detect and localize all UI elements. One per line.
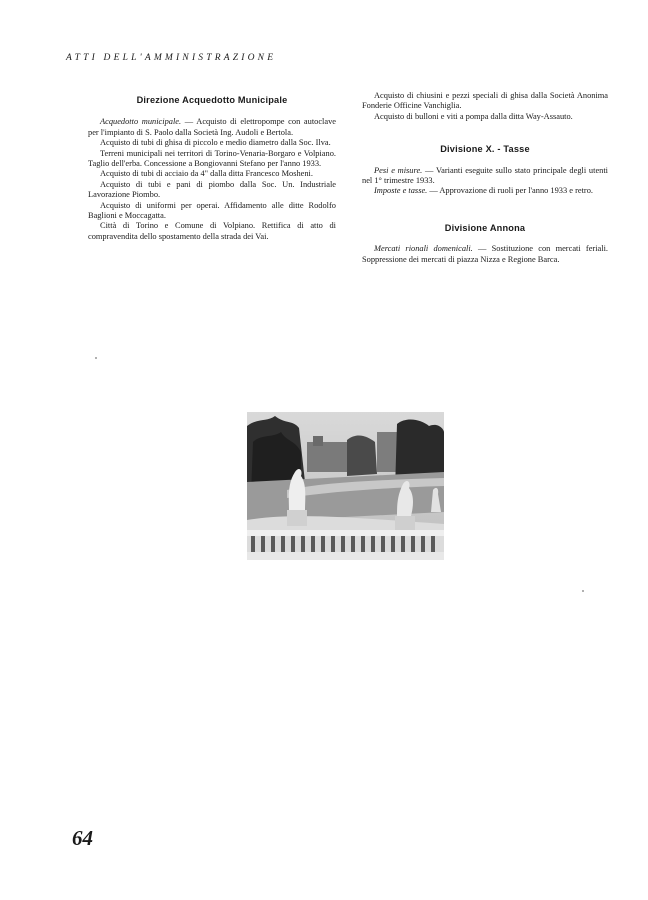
paragraph-text: Acquisto di bulloni e viti a pompa dalla ditta Way-Assauto. (374, 111, 573, 121)
paragraph-lead: Pesi e misure. (374, 165, 423, 175)
print-speck (582, 590, 584, 592)
body-paragraph (362, 112, 608, 122)
section-heading-annona: Divisione Annona (444, 222, 526, 233)
tasse-paragraphs (362, 166, 608, 197)
paragraph-lead: Acquedotto municipale. (100, 117, 182, 127)
paragraph-text: Acquisto di tubi di ghisa di piccolo e medio diametro dalla Soc. Ilva. (100, 138, 331, 148)
paragraph-text: Acquisto di uniformi per operai. Affidamento alle ditte Rodolfo Baglioni e Moccagatta. (88, 200, 336, 221)
paragraph-text: Acquisto di tubi e pani di piombo dalla Soc. Un. Industriale Lavorazione Piombo. (88, 179, 336, 200)
section-heading-tasse: Divisione X. - Tasse (440, 144, 530, 155)
annona-paragraphs (362, 244, 608, 265)
body-paragraph (88, 138, 336, 148)
garden-photograph (247, 412, 444, 560)
body-paragraph (88, 169, 336, 179)
section-heading-acquedotto: Direzione Acquedotto Municipale (136, 95, 288, 105)
paragraph-text: — Sostituzione con mercati feriali. Soppressione dei mercati di piazza Nizza e Regione Barca. (362, 244, 609, 264)
paragraph-lead: Mercati rionali domenicali. (374, 244, 473, 254)
print-speck (95, 357, 97, 359)
body-paragraph (88, 180, 336, 201)
acquedotto-paragraphs (88, 117, 336, 242)
left-column (88, 92, 336, 242)
body-paragraph (88, 149, 336, 170)
body-paragraph (88, 201, 336, 222)
body-paragraph (362, 166, 608, 187)
paragraph-text: — Varianti eseguite sullo stato principale degli utenti nel 1° trimestre 1933. (362, 165, 608, 186)
paragraph-text: Città di Torino e Comune di Volpiano. Rettifica di atto di compravendita dello spostamento della strada dei Vai. (88, 221, 336, 241)
paragraph-text: Acquisto di tubi di acciaio da 4" dalla ditta Francesco Mosheni. (100, 169, 313, 179)
paragraph-lead: Imposte e tasse. (374, 186, 428, 196)
running-head: ATTI DELL'AMMINISTRAZIONE (66, 53, 277, 63)
body-paragraph (362, 186, 608, 196)
right-column (362, 91, 608, 265)
paragraph-text: Acquisto di chiusini e pezzi speciali di ghisa dalla Società Anonima Fonderie Officine Vanchiglia. (362, 91, 608, 111)
paragraph-text: Terreni municipali nei territori di Torino-Venaria-Borgaro e Volpiano. Taglio dell'erba. Concessione a Bongiovanni Stefano per l'anno 1933. (88, 148, 336, 169)
body-paragraph (88, 117, 336, 138)
body-paragraph (362, 91, 608, 112)
acquedotto-continued-paragraphs (362, 91, 608, 122)
paragraph-text: — Acquisto di elettropompe con autoclave per l'impianto di S. Paolo dalla Società Ing. Audoli e Bertola. (88, 117, 336, 137)
body-paragraph (88, 221, 336, 242)
garden-photo-image (247, 412, 444, 560)
body-paragraph (362, 244, 608, 265)
page-number: 64 (72, 826, 93, 850)
paragraph-text: — Approvazione di ruoli per l'anno 1933 e retro. (427, 186, 593, 196)
